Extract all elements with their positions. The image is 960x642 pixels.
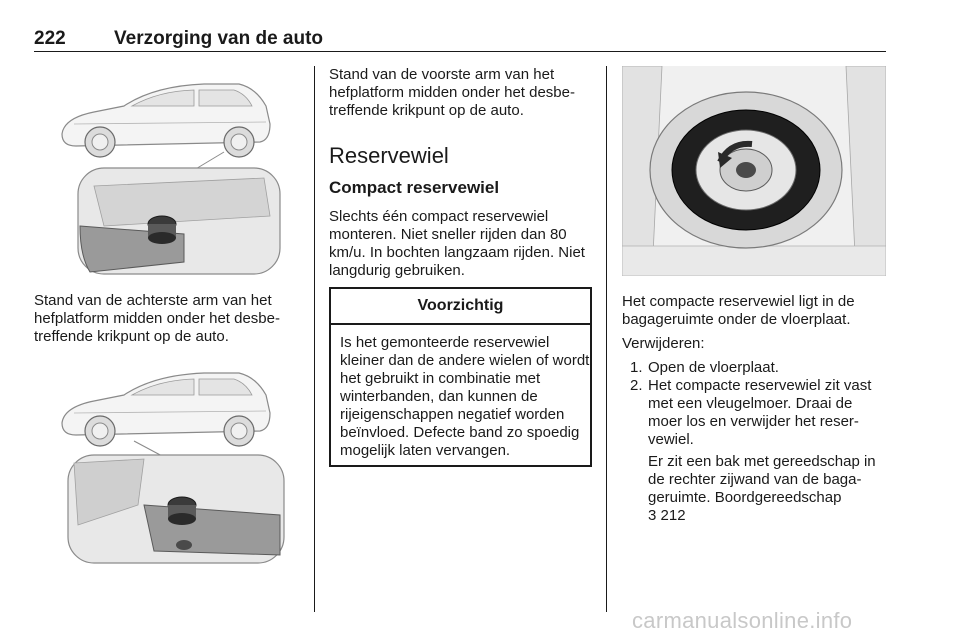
caution-box (329, 287, 592, 467)
watermark: carmanualsonline.info (632, 608, 853, 633)
page-header (34, 28, 886, 52)
removal-steps (622, 359, 888, 525)
header-divider (34, 51, 886, 52)
list-item (622, 377, 888, 525)
step-text: Open de vloerplaat. (648, 359, 779, 376)
step-text: Het compacte reservewiel zit vast met een vleugelmoer. Draai de moer los en verwijder het reservewiel. (648, 377, 872, 448)
column-divider-left (314, 66, 315, 612)
car-lift-illustration-rear (34, 66, 297, 276)
subsection-title-compact-spare: Compact reservewiel (329, 178, 500, 197)
page-reference-icon: 3 (648, 507, 657, 524)
toolbox-note-text: Er zit een bak met gereedschap in de rechter zijwand van de bagageruimte. Boordgereedschap (648, 453, 876, 506)
column-divider-right (606, 66, 607, 612)
caution-heading: Voorzichtig (331, 289, 590, 325)
figure-front-lift-point (34, 355, 297, 565)
step-number: 1. (630, 359, 643, 376)
spare-wheel-illustration (622, 66, 886, 276)
page-reference-link[interactable]: 212 (660, 507, 686, 524)
paragraph-compact-spare: Slechts één compact reservewiel monteren. Niet sneller rijden dan 80 km/u. In bochten langzaam rijden. Niet langdurig gebruiken. (329, 208, 585, 279)
caption-front-lift-point: Stand van de voorste arm van het hefplatform midden onder het desbetreffende krikpunt op de auto. (329, 66, 575, 119)
list-item (622, 359, 888, 377)
caption-rear-lift-point: Stand van de achterste arm van het hefplatform midden onder het desbetreffende krikpunt op de auto. (34, 292, 280, 345)
section-title-spare-wheel: Reservewiel (329, 143, 449, 168)
remove-label: Verwijderen: (622, 335, 705, 352)
figure-rear-lift-point (34, 66, 297, 276)
page-number: 222 (34, 28, 66, 49)
car-lift-illustration-front (34, 355, 297, 565)
caption-spare-wheel: Het compacte reservewiel ligt in de bagageruimte onder de vloerplaat. (622, 293, 855, 328)
step-number: 2. (630, 377, 643, 394)
toolbox-note (648, 453, 888, 525)
page-title: Verzorging van de auto (114, 28, 324, 49)
figure-spare-wheel (622, 66, 886, 276)
caution-body-text: Is het gemonteerde reservewiel kleiner dan de andere wielen of wordt het gebruikt in combinatie met winterbanden, dan kunnen de rijeigenschappen negatief worden beïnvloed. Defecte band zo spoedig mogelijk laten vervangen. (340, 334, 590, 459)
